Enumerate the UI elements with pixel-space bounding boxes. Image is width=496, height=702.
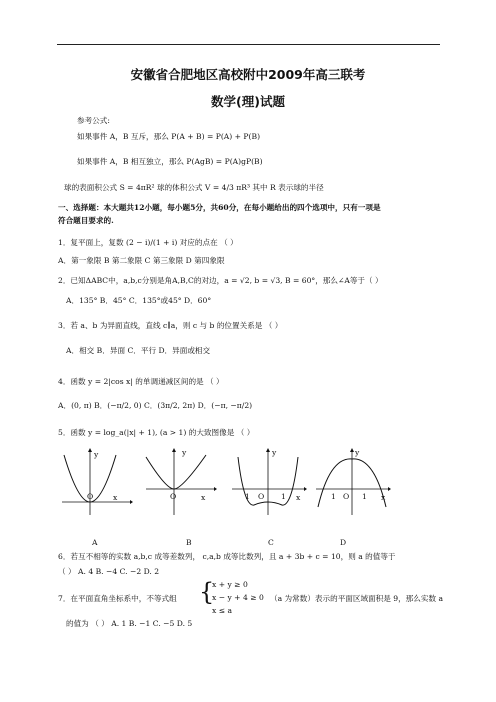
q5-graph-a-y-label: y (94, 450, 99, 459)
q5-graph-d-x-label: x (381, 493, 386, 502)
q5-graph-d-y-label: y (355, 448, 360, 457)
q5-graph-c-tick1: 1 (281, 492, 286, 501)
q3-options: A．相交 B．异面 C．平行 D．异面或相交 (66, 346, 211, 355)
q5-graph-c-x-label: x (296, 493, 301, 502)
q7-system-ineq1: x + y ≥ 0 (212, 580, 248, 589)
q5-graph-d-tick1: 1 (362, 492, 367, 501)
q5-graph-b-x-label: x (201, 493, 206, 502)
section1-heading-cont: 符合题目要求的. (58, 216, 114, 225)
q5-graph-b-origin: O (170, 492, 177, 501)
q7-system-ineq3: x ≤ a (212, 606, 233, 615)
section1-heading: 一、选择题：本大题共12小题，每小题5分，共60分，在每小题给出的四个选项中，只有一项是 (58, 203, 381, 212)
formula-sphere: 球的表面积公式 S = 4πR² 球的体积公式 V = 4/3 πR³ 其中 R 表示球的半径 (64, 183, 324, 192)
q7-options: 的值为 （ ） A. 1 B. −1 C. −5 D. 5 (66, 619, 193, 628)
formula-mutually-exclusive: 如果事件 A，B 互斥，那么 P(A + B) = P(A) + P(B) (77, 132, 261, 141)
q5-graph-b (142, 447, 217, 517)
q1-stem: 1．复平面上，复数 (2 − i)/(1 + i) 对应的点在 （ ） (58, 238, 238, 247)
q1-options: A．第一象限 B 第二象限 C 第三象限 D 第四象限 (58, 256, 225, 265)
exam-title: 安徽省合肥地区高校附中2009年高三联考 (130, 67, 366, 82)
q3-stem: 3．若 a、b 为异面直线，直线 c∥a，则 c 与 b 的位置关系是 （ ） (58, 321, 283, 330)
header-rule (57, 44, 440, 45)
q7-system-ineq2: x − y + 4 ≥ 0 (212, 593, 264, 602)
q5-label-b: B (186, 538, 192, 547)
q5-graph-c-y-label: y (272, 448, 277, 457)
q5-graph-b-y-label: y (182, 448, 187, 457)
q6-options: （ ） A. 4 B. −4 C. −2 D. 2 (58, 567, 160, 576)
q5-graph-c-tick-neg1: 1 (245, 492, 250, 501)
q5-graph-d-tick-neg1: 1 (331, 492, 336, 501)
q7-stem-start: 7．在平面直角坐标系中，不等式组 (58, 594, 177, 603)
q4-stem: 4．函数 y = 2|cos x| 的单调递减区间的是 （ ） (58, 377, 224, 386)
q2-options: A．135° B．45° C．135°或45° D．60° (66, 296, 212, 305)
q6-stem: 6．若互不相等的实数 a,b,c 成等差数列， c,a,b 成等比数列，且 a + 3b + c = 10，则 a 的值等于 (58, 552, 396, 561)
q5-graph-c (228, 447, 308, 517)
formula-label: 参考公式: (77, 116, 110, 125)
q5-label-a: A (92, 538, 98, 547)
q4-options: A．(0, π) B．(−π/2, 0) C．(3π/2, 2π) D．(−π, −π/2) (58, 401, 253, 410)
exam-subtitle: 数学(理)试题 (211, 94, 285, 109)
q5-graph-d (312, 447, 392, 517)
q5-stem: 5．函数 y = log_a(|x| + 1), (a > 1) 的大致图像是 （ ） (58, 428, 255, 437)
q7-stem-end: （a 为常数）表示的平面区域面积是 9，那么实数 a (270, 594, 444, 603)
q5-graph-a-x-label: x (113, 493, 118, 502)
q5-label-d: D (340, 538, 347, 547)
formula-independent: 如果事件 A，B 相互独立，那么 P(AgB) = P(A)gP(B) (77, 157, 263, 166)
q5-graph-d-origin: O (343, 492, 350, 501)
q5-label-c: C (268, 538, 274, 547)
q2-stem: 2．已知ΔABC中，a,b,c分别是角A,B,C的对边，a = √2, b = √3, B = 60°，那么∠A等于（ ） (58, 276, 383, 285)
q5-graph-a-origin: O (87, 492, 94, 501)
q7-system-brace: { (199, 578, 215, 606)
q5-graph-c-origin: O (258, 492, 265, 501)
